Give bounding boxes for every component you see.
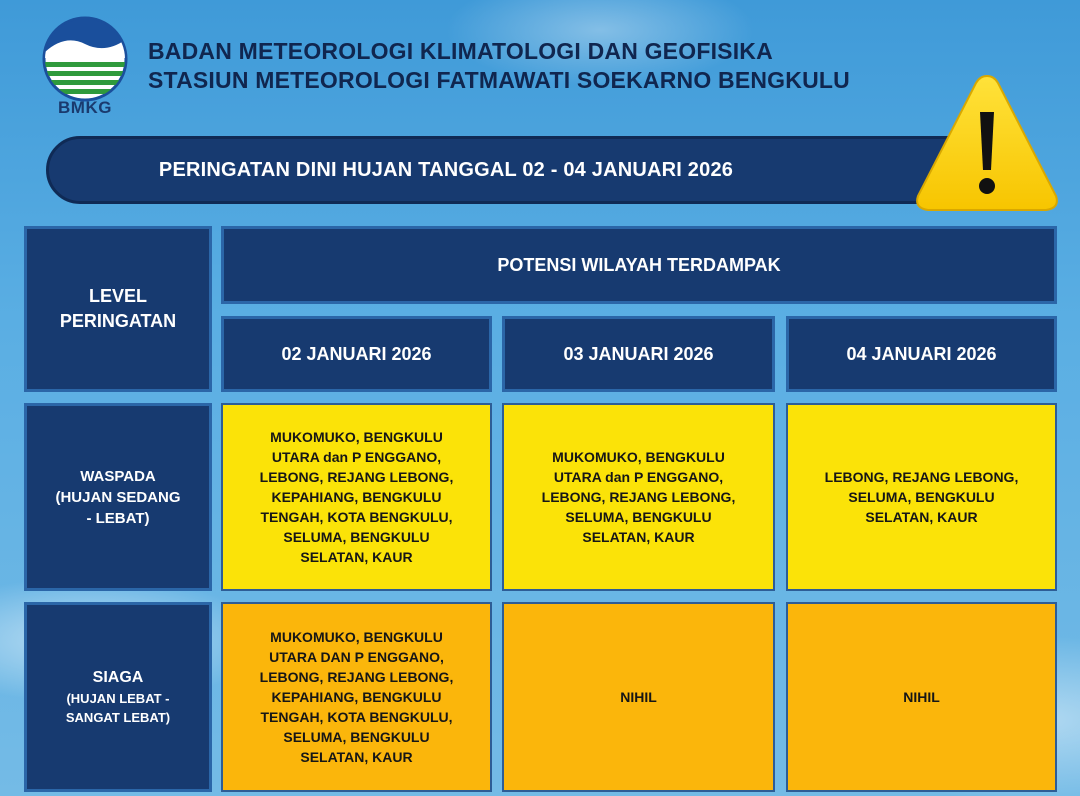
waspada-cell-02: MUKOMUKO, BENGKULU UTARA dan P ENGGANO, LEBONG, REJANG LEBONG, KEPAHIANG, BENGKULU TENGAH, KOTA BENGKULU, SELUMA, BENGKULU SELATAN, KAUR — [221, 403, 492, 591]
level-siaga — [24, 602, 212, 792]
date-header-2: 03 JANUARI 2026 — [502, 316, 775, 392]
siaga-cell-03: NIHIL — [502, 602, 775, 792]
level-siaga-subtitle: (HUJAN LEBAT - SANGAT LEBAT) — [65, 691, 171, 725]
logo-text: BMKG — [58, 98, 112, 117]
waspada-cell-03: MUKOMUKO, BENGKULU UTARA dan P ENGGANO, LEBONG, REJANG LEBONG, SELUMA, BENGKULU SELATAN, KAUR — [502, 403, 775, 591]
banner-title: PERINGATAN DINI HUJAN TANGGAL 02 - 04 JANUARI 2026 — [158, 158, 734, 181]
date-header-1: 02 JANUARI 2026 — [221, 316, 492, 392]
bmkg-logo-icon — [40, 14, 130, 104]
warning-banner — [46, 136, 986, 204]
date-header-3: 04 JANUARI 2026 — [786, 316, 1057, 392]
level-waspada: WASPADA (HUJAN SEDANG - LEBAT) — [24, 403, 212, 591]
area-header: POTENSI WILAYAH TERDAMPAK — [221, 226, 1057, 304]
level-siaga-title: SIAGA — [92, 669, 144, 686]
siaga-cell-02: MUKOMUKO, BENGKULU UTARA DAN P ENGGANO, LEBONG, REJANG LEBONG, KEPAHIANG, BENGKULU TENGAH, KOTA BENGKULU, SELUMA, BENGKULU SELATAN, KAUR — [221, 602, 492, 792]
warning-icon — [912, 70, 1062, 216]
agency-title: BADAN METEOROLOGI KLIMATOLOGI DAN GEOFISIKA — [148, 38, 773, 64]
level-header: LEVEL PERINGATAN — [24, 226, 212, 392]
waspada-cell-04: LEBONG, REJANG LEBONG, SELUMA, BENGKULU SELATAN, KAUR — [786, 403, 1057, 591]
station-title: STASIUN METEOROLOGI FATMAWATI SOEKARNO BENGKULU — [148, 67, 850, 93]
siaga-cell-04: NIHIL — [786, 602, 1057, 792]
